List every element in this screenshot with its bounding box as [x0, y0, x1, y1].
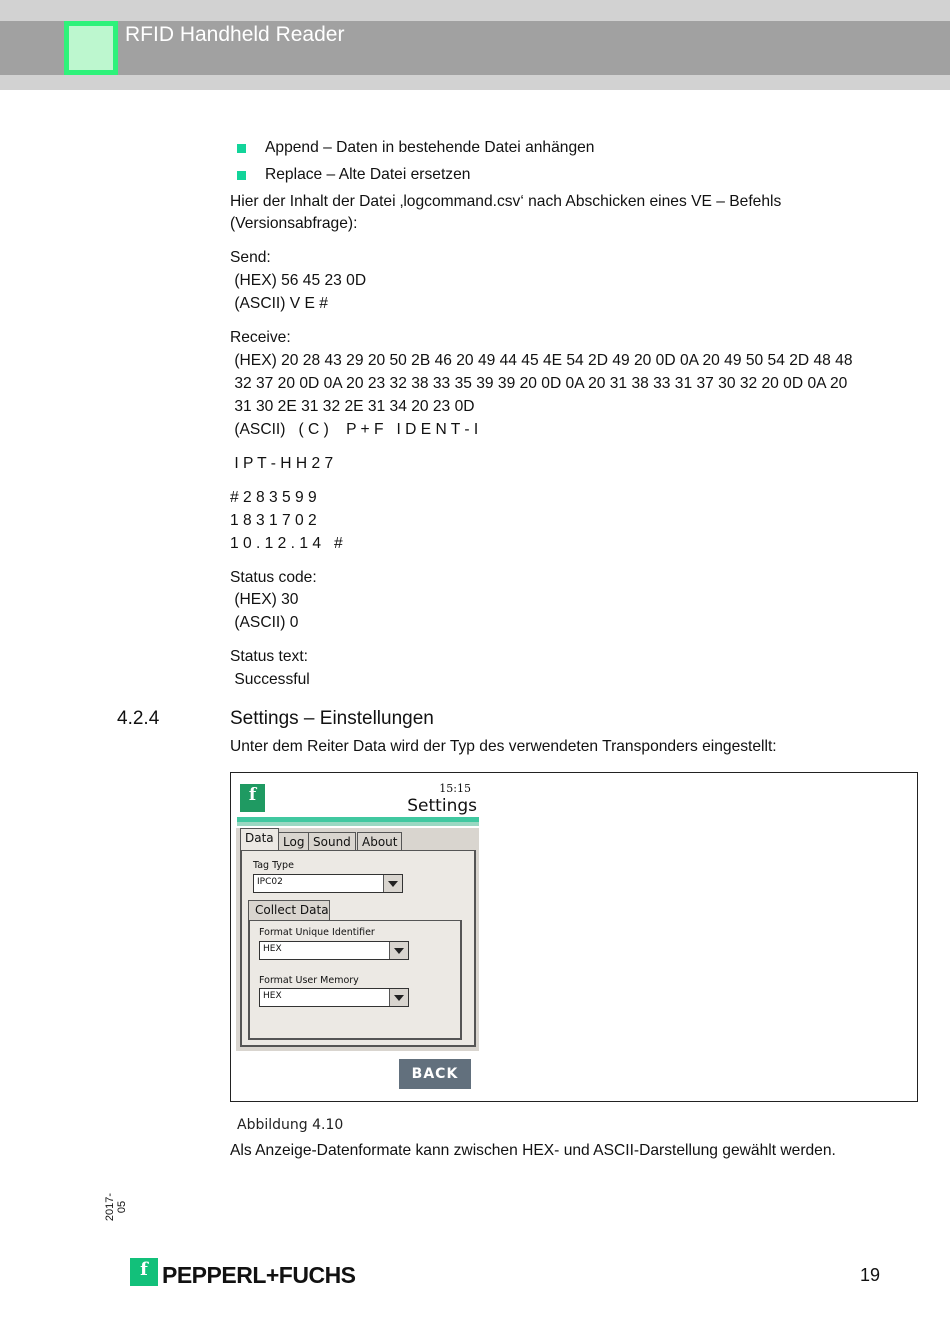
- status-code-hex: (HEX) 30: [230, 591, 299, 608]
- section-intro: Unter dem Reiter Data wird der Typ des verwendeten Transponders eingestellt:: [230, 738, 777, 755]
- section-number: 4.2.4: [117, 708, 160, 729]
- pf-footer-logo-icon: [130, 1258, 158, 1286]
- send-label: Send:: [230, 249, 271, 266]
- uid-format-value: HEX: [263, 944, 282, 954]
- device-screen-title: Settings: [407, 796, 477, 816]
- tag-type-value: IPC02: [257, 877, 283, 887]
- bullet-icon: [237, 144, 246, 153]
- receive-ascii-more-3: 1 0 . 1 2 . 1 4 #: [230, 535, 343, 552]
- tab-data[interactable]: Data: [240, 828, 279, 850]
- tag-type-label: Tag Type: [253, 860, 294, 871]
- receive-hex-line-2: 32 37 20 0D 0A 20 23 32 38 33 35 39 39 20 0D 0A 20 31 38 33 31 37 30 32 20 0D 0A 20: [230, 375, 848, 392]
- tag-type-select[interactable]: [253, 874, 403, 893]
- bullet-replace: Replace – Alte Datei ersetzen: [265, 166, 471, 183]
- bullet-append: Append – Daten in bestehende Datei anhängen: [265, 139, 595, 156]
- pf-logo-glyph: f: [248, 785, 257, 805]
- title-divider-light: [237, 822, 479, 826]
- receive-hex-line-1: (HEX) 20 28 43 29 20 50 2B 46 20 49 44 45 4E 54 2D 49 20 0D 0A 20 49 50 54 2D 48 48: [230, 352, 853, 369]
- device-clock: 15:15: [439, 782, 471, 795]
- send-ascii: (ASCII) V E #: [230, 295, 328, 312]
- tab-content-data: [240, 850, 476, 1047]
- pf-logo-icon: [240, 784, 265, 812]
- status-code-label: Status code:: [230, 569, 317, 586]
- status-code-ascii: (ASCII) 0: [230, 614, 299, 631]
- section-title: Settings – Einstellungen: [230, 708, 434, 729]
- uid-format-select[interactable]: [259, 941, 409, 960]
- receive-ascii-cont: I P T - H H 2 7: [230, 455, 334, 472]
- settings-panel: [236, 828, 479, 1051]
- send-hex: (HEX) 56 45 23 0D: [230, 272, 367, 289]
- chevron-down-icon[interactable]: [389, 989, 408, 1006]
- status-text-label: Status text:: [230, 648, 309, 665]
- tab-log[interactable]: Log: [278, 832, 309, 850]
- figure-caption: Abbildung 4.10: [237, 1117, 344, 1133]
- back-button[interactable]: BACK: [399, 1059, 471, 1089]
- memory-format-value: HEX: [263, 991, 282, 1001]
- closing-paragraph: Als Anzeige-Datenformate kann zwischen HEX- und ASCII-Darstellung gewählt werden.: [230, 1142, 836, 1159]
- bullet-icon: [237, 171, 246, 180]
- memory-format-label: Format User Memory: [259, 975, 359, 986]
- page-number: 19: [860, 1265, 881, 1285]
- uid-format-label: Format Unique Identifier: [259, 927, 375, 938]
- brand-name: PEPPERL+FUCHS: [162, 1262, 356, 1288]
- collect-data-content: [248, 920, 462, 1040]
- collect-data-group: [248, 900, 464, 1041]
- status-text-value: Successful: [230, 671, 310, 688]
- chevron-down-icon[interactable]: [383, 875, 402, 892]
- revision-date: 2017-05: [104, 1192, 128, 1222]
- tab-sound[interactable]: Sound: [308, 832, 356, 850]
- pf-footer-logo-glyph: f: [140, 1259, 148, 1280]
- document-title: RFID Handheld Reader: [125, 23, 345, 46]
- receive-ascii-more-2: 1 8 3 1 7 0 2: [230, 512, 317, 529]
- receive-ascii: (ASCII) ( C ) P + F I D E N T - I: [230, 421, 479, 438]
- device-screenshot: [232, 776, 479, 1099]
- header-square-icon: [64, 21, 118, 75]
- receive-hex-line-3: 31 30 2E 31 32 2E 31 34 20 23 0D: [230, 398, 475, 415]
- intro-line-2: (Versionsabfrage):: [230, 215, 358, 232]
- memory-format-select[interactable]: [259, 988, 409, 1007]
- tab-about[interactable]: About: [357, 832, 402, 850]
- tab-collect-data[interactable]: Collect Data: [248, 900, 330, 920]
- chevron-down-icon[interactable]: [389, 942, 408, 959]
- intro-line-1: Hier der Inhalt der Datei ‚logcommand.csv‘ nach Abschicken eines VE – Befehls: [230, 193, 782, 210]
- receive-label: Receive:: [230, 329, 291, 346]
- receive-ascii-more-1: # 2 8 3 5 9 9: [230, 489, 317, 506]
